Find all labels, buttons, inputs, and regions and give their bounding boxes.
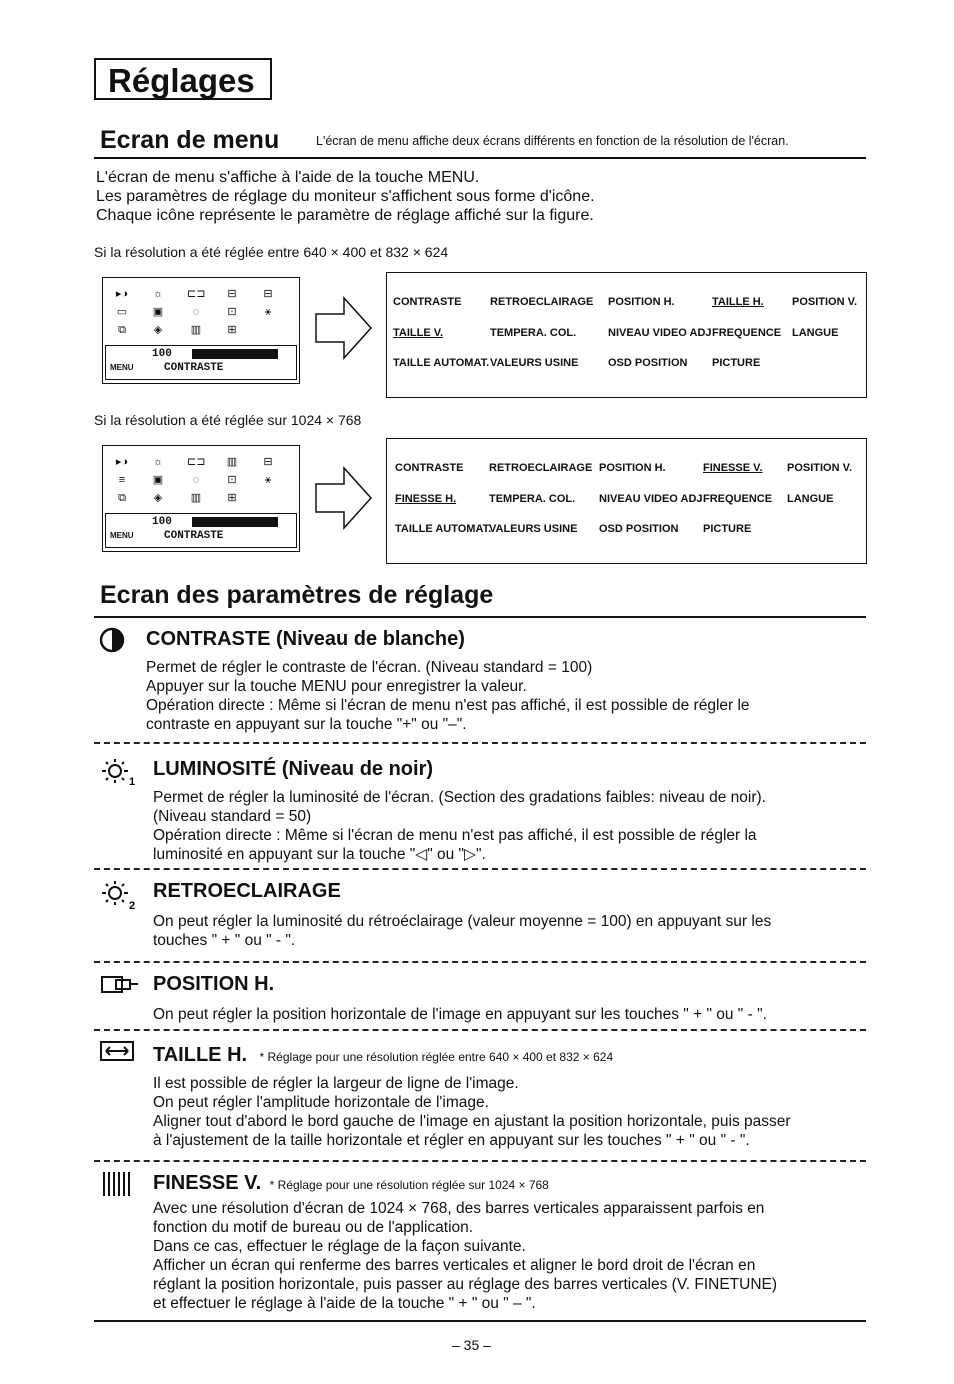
param-cell: RETROECLAIRAGE (489, 462, 593, 474)
text-line: Opération directe : Même si l'écran de menu n'est pas affiché, il est possible de régler la (153, 827, 757, 844)
dashed-divider (94, 868, 866, 870)
picture-icon: ⊞ (227, 492, 237, 504)
text-line: Afficher un écran qui renferme des barres verticales et aligner le bord droit de l'écran en (153, 1257, 756, 1274)
dashed-divider (94, 1029, 866, 1031)
text-line: Permet de régler le contraste de l'écran. (Niveau standard = 100) (146, 659, 593, 676)
param-cell: CONTRASTE (395, 462, 464, 474)
text-line: Dans ce cas, effectuer le réglage de la façon suivante. (153, 1238, 526, 1255)
osd-menu-screen (102, 445, 300, 552)
section-heading-params: Ecran des paramètres de réglage (100, 581, 494, 609)
osd-menu-label: MENU (110, 363, 134, 372)
osd-value: 100 (152, 348, 172, 360)
text-line: Appuyer sur la touche MENU pour enregistrer la valeur. (146, 678, 527, 695)
osd-status-bar (105, 345, 297, 380)
param-cell: TAILLE V. (393, 327, 444, 339)
param-cell: LANGUE (792, 327, 839, 339)
param-cell: NIVEAU VIDEO ADJ (599, 493, 703, 505)
finesse-v-body (153, 1199, 777, 1313)
size-v-icon: ▭ (116, 306, 128, 318)
text-line: (Niveau standard = 50) (153, 808, 312, 825)
param-cell: TAILLE AUTOMAT. (395, 523, 492, 535)
param-cell: VALEURS USINE (489, 523, 578, 535)
backlight-icon (101, 880, 137, 912)
video-level-icon: ◌ (192, 306, 200, 318)
osd-status-bar (105, 513, 297, 548)
osd-param-label: CONTRASTE (164, 362, 224, 374)
text-line: Aligner tout d'abord le bord gauche de l'image en ajustant la position horizontale, puis passer (153, 1113, 791, 1130)
param-cell: TAILLE H. (712, 296, 764, 308)
text-line: Opération directe : Même si l'écran de menu n'est pas affiché, il est possible de régler le (146, 697, 750, 714)
param-cell: OSD POSITION (599, 523, 679, 535)
arrow-right-icon (314, 466, 374, 530)
osd-menu-label: MENU (110, 531, 134, 540)
picture-icon: ⊞ (227, 324, 237, 336)
divider (94, 157, 866, 159)
dashed-divider (94, 961, 866, 963)
intro-line: Les paramètres de réglage du moniteur s'affichent sous forme d'icône. (96, 188, 595, 205)
param-cell: OSD POSITION (608, 357, 688, 369)
contrast-icon (98, 626, 126, 654)
text-line: Avec une résolution d'écran de 1024 × 768, des barres verticales apparaissent parfois en (153, 1200, 765, 1217)
frequency-icon: ⊡ (227, 474, 237, 486)
caption-high-res: Si la résolution a été réglée sur 1024 × 768 (94, 412, 362, 428)
osd-level-bar (192, 349, 278, 359)
brightness-icon: ☼ (152, 456, 164, 468)
intro-text (96, 168, 595, 225)
text-line: On peut régler l'amplitude horizontale de l'image. (153, 1094, 489, 1111)
section-heading-menu: Ecran de menu (100, 126, 280, 154)
page-title: Réglages (94, 58, 272, 100)
param-cell: FINESSE H. (395, 493, 457, 505)
size-h-icon (99, 1040, 135, 1062)
position-h-icon: ⊏⊐ (187, 456, 206, 468)
osd-value: 100 (152, 516, 172, 528)
finesse-v-heading (153, 1172, 549, 1195)
factory-reset-icon: ◈ (153, 324, 163, 336)
retroeclairage-body (153, 912, 771, 950)
param-cell: PICTURE (703, 523, 752, 535)
position-h-title: POSITION H. (153, 973, 275, 995)
intro-line: L'écran de menu s'affiche à l'aide de la touche MENU. (96, 169, 480, 186)
text-line: à l'ajustement de la taille horizontale et régler en appuyant sur les touches " + " ou " - ". (153, 1132, 750, 1149)
position-h-body (153, 1005, 767, 1024)
contraste-body (146, 658, 750, 734)
param-cell: FREQUENCE (712, 327, 782, 339)
page-number: – 35 – (452, 1337, 491, 1353)
param-cell: FREQUENCE (703, 493, 773, 505)
param-cell: VALEURS USINE (490, 357, 579, 369)
finesse-v-title: FINESSE V. (153, 1172, 262, 1194)
text-line: Permet de régler la luminosité de l'écran. (Section des gradations faibles: niveau de noir). (153, 789, 766, 806)
param-cell: TEMPERA. COL. (490, 327, 577, 339)
osd-param-label: CONTRASTE (164, 530, 224, 542)
text-line: On peut régler la position horizontale de l'image en appuyant sur les touches " + " ou " - ". (153, 1006, 767, 1023)
arrow-right-icon (314, 296, 374, 360)
divider (94, 1320, 866, 1322)
language-icon: ⚹ (264, 306, 272, 318)
dashed-divider (94, 742, 866, 744)
caption-low-res: Si la résolution a été réglée entre 640 × 400 et 832 × 624 (94, 244, 449, 260)
param-cell: RETROECLAIRAGE (490, 296, 594, 308)
param-cell: FINESSE V. (703, 462, 763, 474)
frequency-icon: ⊡ (227, 306, 237, 318)
param-table-low-res (386, 272, 867, 398)
param-cell: CONTRASTE (393, 296, 462, 308)
param-cell: POSITION H. (599, 462, 666, 474)
color-temp-icon: ▣ (152, 474, 164, 486)
divider (94, 616, 866, 618)
taille-h-body (153, 1074, 791, 1150)
osd-level-bar (192, 517, 278, 527)
finesse-h-icon: ≡ (118, 474, 126, 486)
brightness-icon: ☼ (152, 288, 164, 300)
taille-h-note: * Réglage pour une résolution réglée entre 640 × 400 et 832 × 624 (259, 1050, 614, 1064)
section-note: L'écran de menu affiche deux écrans différents en fonction de la résolution de l'écran. (316, 134, 789, 148)
osd-position-icon: ▥ (190, 324, 202, 336)
text-line: Il est possible de régler la largeur de ligne de l'image. (153, 1075, 519, 1092)
brightness-icon (101, 758, 137, 788)
param-cell: POSITION H. (608, 296, 675, 308)
text-line: contraste en appuyant sur la touche "+" ou "–". (146, 716, 467, 733)
position-h-icon: ⊏⊐ (187, 288, 206, 300)
contraste-title: CONTRASTE (Niveau de blanche) (146, 628, 465, 650)
finesse-v-note: * Réglage pour une résolution réglée sur 1024 × 768 (269, 1178, 549, 1192)
text-line: fonction du motif de bureau ou de l'application. (153, 1219, 474, 1236)
text-line: et effectuer le réglage à l'aide de la touche " + " ou " – ". (153, 1295, 536, 1312)
param-cell: PICTURE (712, 357, 761, 369)
contrast-icon: ▸◑ (115, 456, 129, 468)
size-h-icon: ⊟ (227, 288, 237, 300)
taille-h-title: TAILLE H. (153, 1044, 248, 1066)
text-line: luminosité en appuyant sur la touche "◁" ou "▷". (153, 846, 486, 863)
param-cell: POSITION V. (787, 462, 853, 474)
language-icon: ⚹ (264, 474, 272, 486)
dashed-divider (94, 1160, 866, 1162)
param-cell: LANGUE (787, 493, 834, 505)
param-table-high-res (386, 438, 867, 564)
osd-menu-screen (102, 277, 300, 384)
retroeclairage-title: RETROECLAIRAGE (153, 880, 341, 902)
position-v-icon: ⊟ (263, 288, 273, 300)
param-cell: TAILLE AUTOMAT. (393, 357, 490, 369)
position-h-icon (100, 974, 140, 996)
video-level-icon: ◌ (192, 474, 200, 486)
finesse-v-icon (102, 1170, 134, 1198)
finesse-v-icon: ▥ (226, 456, 238, 468)
icon-subscript: 2 (129, 900, 136, 912)
osd-position-icon: ▥ (190, 492, 202, 504)
text-line: On peut régler la luminosité du rétroéclairage (valeur moyenne = 100) en appuyant sur les (153, 913, 772, 930)
factory-reset-icon: ◈ (153, 492, 163, 504)
auto-size-icon: ⧉ (118, 492, 126, 504)
luminosite-body (153, 788, 766, 864)
luminosite-title: LUMINOSITÉ (Niveau de noir) (153, 758, 434, 780)
param-cell: TEMPERA. COL. (489, 493, 576, 505)
color-temp-icon: ▣ (152, 306, 164, 318)
taille-h-heading (153, 1044, 613, 1067)
icon-subscript: 1 (129, 776, 136, 788)
auto-size-icon: ⧉ (118, 324, 126, 336)
text-line: réglant la position horizontale, puis passer au réglage des barres verticales (V. FINETUNE) (153, 1276, 778, 1293)
param-cell: NIVEAU VIDEO ADJ (608, 327, 712, 339)
position-v-icon: ⊟ (263, 456, 273, 468)
intro-line: Chaque icône représente le paramètre de réglage affiché sur la figure. (96, 207, 594, 224)
param-cell: POSITION V. (792, 296, 858, 308)
text-line: touches " + " ou " - ". (153, 932, 296, 949)
contrast-icon: ▸◑ (115, 288, 129, 300)
